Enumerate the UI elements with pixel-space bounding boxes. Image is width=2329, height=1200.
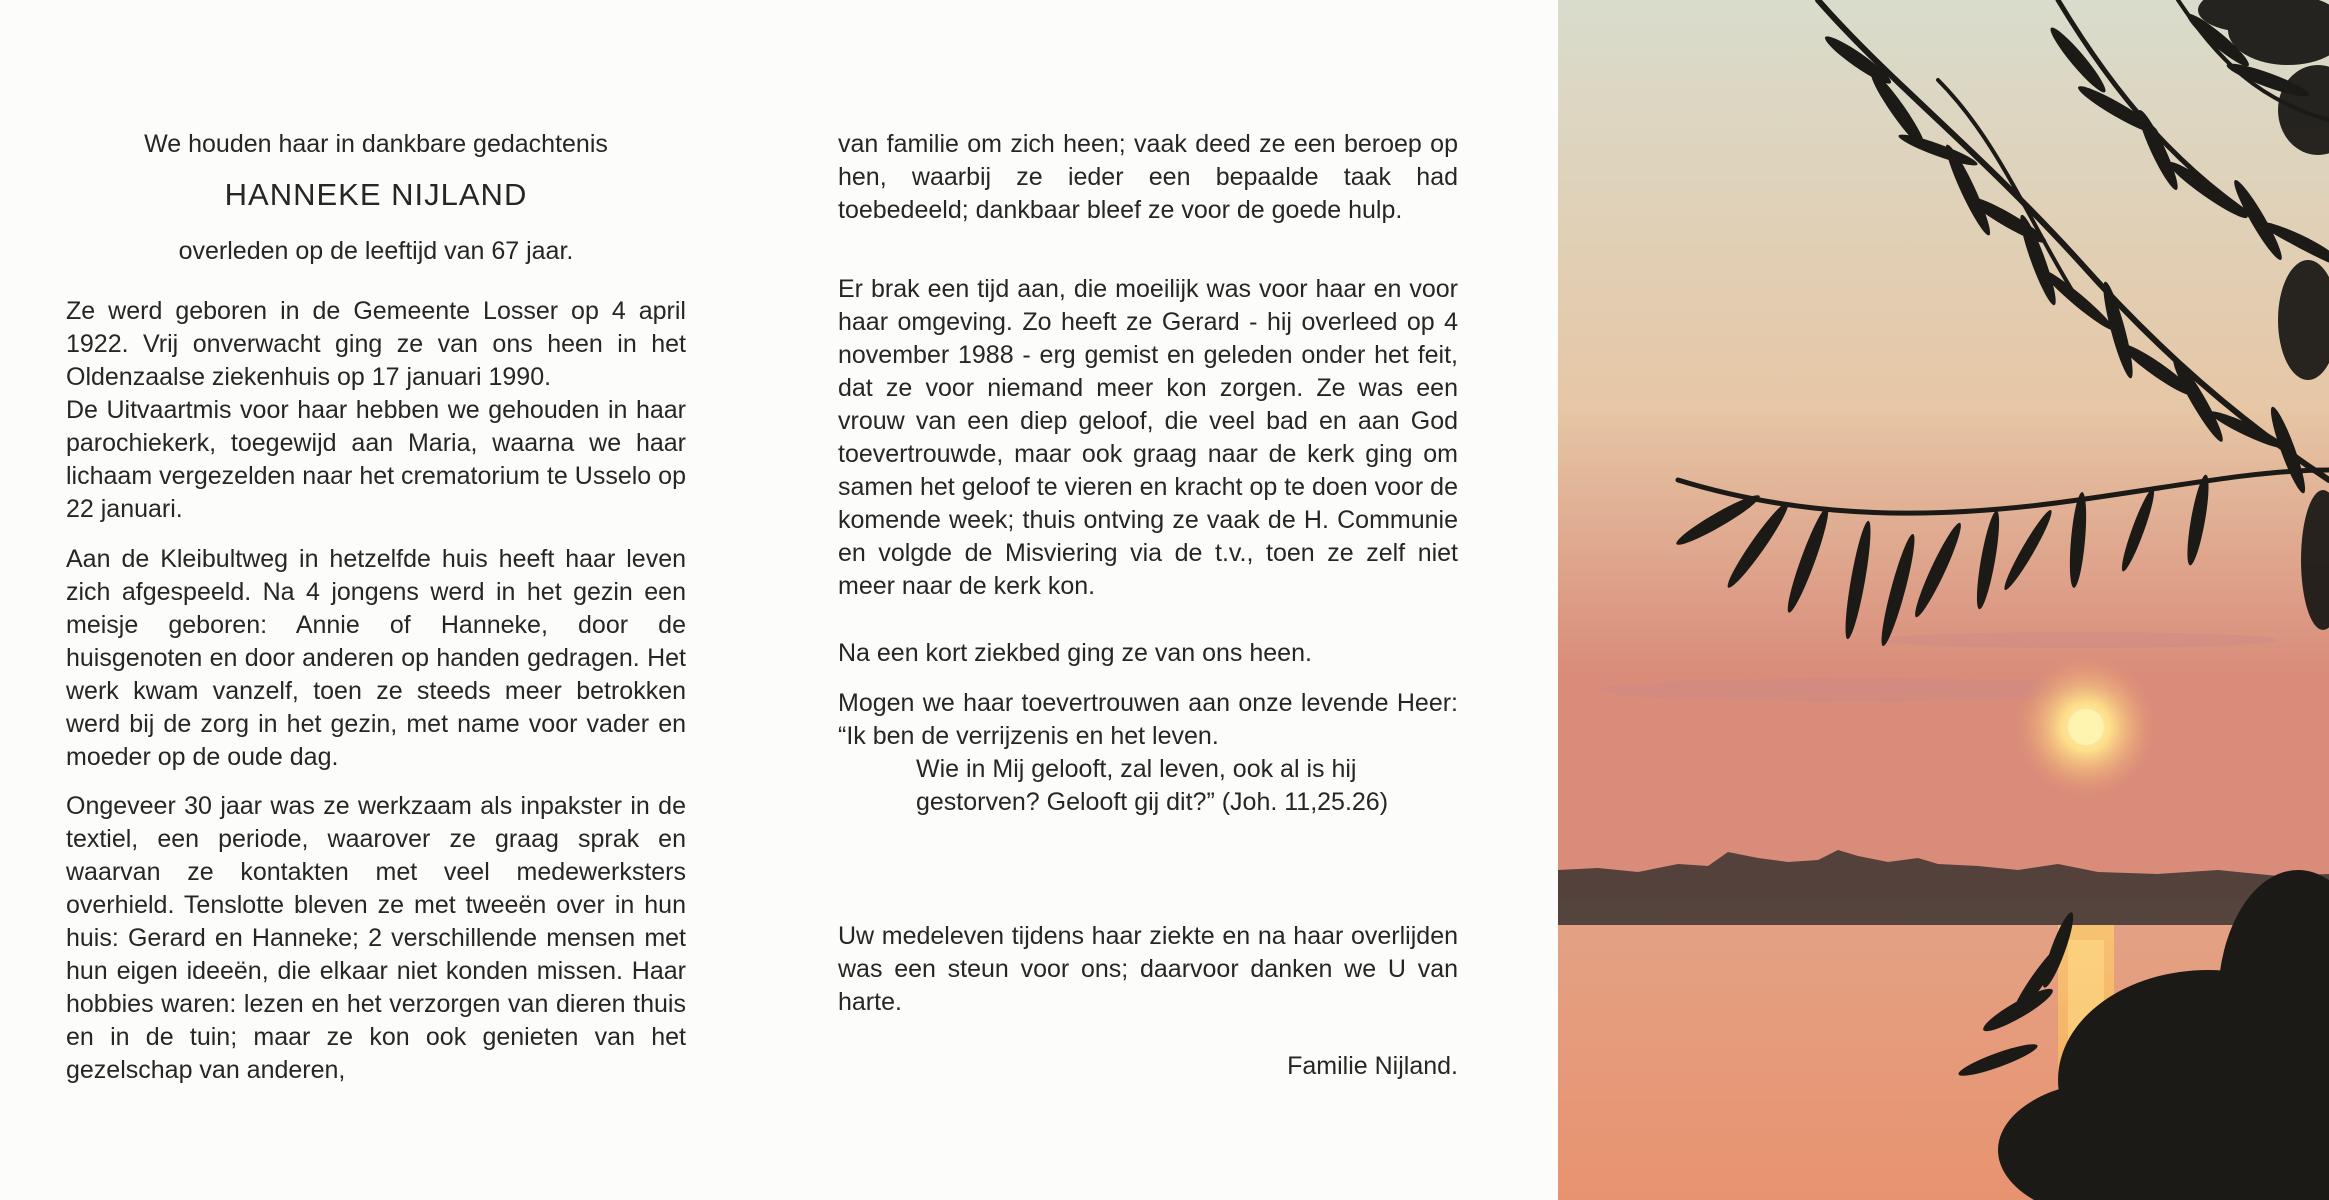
age-line: overleden op de leeftijd van 67 jaar. bbox=[178, 237, 574, 265]
family-signature: Familie Nijland. bbox=[1287, 1052, 1458, 1080]
paragraph-family-life: Aan de Kleibultweg in hetzelfde huis heeft haar leven zich afgespeeld. Na 4 jongens werd in het gezin een meisje geboren: Annie of Hanneke, door de huisgenoten en door anderen op handen gedragen. Het werk kwam vanzelf, toen ze steeds meer betrokken werd bij de zorg in het gezin, met name voor vader en moeder op de oude dag. bbox=[66, 545, 686, 771]
paragraph-family-help: van familie om zich heen; vaak deed ze een beroep op hen, waarbij ze ieder een bepaalde taak had toebedeeld; dankbaar bleef ze voor de goede hulp. bbox=[838, 130, 1458, 224]
prayer-quote-line-1: Wie in Mij gelooft, zal leven, ook al is hij bbox=[916, 755, 1357, 783]
sky bbox=[1558, 0, 2329, 900]
paragraph-birth: Ze werd geboren in de Gemeente Losser op 4 april 1922. Vrij onverwacht ging ze van ons heen in het Oldenzaalse ziekenhuis op 17 januari 1990. bbox=[66, 297, 686, 391]
thanks-paragraph: Uw medeleven tijdens haar ziekte en na haar overlijden was een steun voor ons; daarvoor danken we U van harte. bbox=[838, 922, 1458, 1016]
paragraph-illness: Na een kort ziekbed ging ze van ons heen. bbox=[838, 639, 1312, 667]
paragraph-faith: Er brak een tijd aan, die moeilijk was voor haar en voor haar omgeving. Zo heeft ze Gerard - hij overleed op 4 november 1988 - erg gemist en geleden onder het feit, dat ze voor niemand meer kon zorgen. Ze was een vrouw van een diep geloof, die veel bad en aan God toevertrouwde, maar ook graag naar de kerk ging om samen het geloof te vieren en kracht op te doen voor de komende week; thuis ontving ze vaak de H. Communie en volgde de Misviering via de t.v., toen ze zelf niet meer naar de kerk kon. bbox=[838, 275, 1458, 600]
deceased-name: HANNEKE NIJLAND bbox=[224, 177, 528, 212]
memorial-intro: We houden haar in dankbare gedachtenis bbox=[144, 130, 608, 158]
paragraph-funeral: De Uitvaartmis voor haar hebben we gehouden in haar parochiekerk, toegewijd aan Maria, waarna we haar lichaam vergezelden naar het crematorium te Usselo op 22 januari. bbox=[66, 396, 686, 523]
sunset-illustration bbox=[1558, 0, 2329, 1200]
prayer-quote-line-2: gestorven? Gelooft gij dit?” (Joh. 11,25.26) bbox=[916, 788, 1389, 816]
sun bbox=[2068, 709, 2104, 745]
sunset-photo bbox=[1558, 0, 2329, 1200]
prayer-intro: Mogen we haar toevertrouwen aan onze levende Heer: “Ik ben de verrijzenis en het leven. bbox=[838, 689, 1458, 750]
paragraph-work-hobbies: Ongeveer 30 jaar was ze werkzaam als inpakster in de textiel, een periode, waarover ze graag sprak en waarvan ze kontakten met veel medewerksters overhield. Tenslotte bleven ze met tweeën over in hun huis: Gerard en Hanneke; 2 verschillende mensen met hun eigen ideeën, die elkaar niet konden missen. Haar hobbies waren: lezen en het verzorgen van dieren thuis en in de tuin; maar ze kon ook genieten van het gezelschap van anderen, bbox=[66, 792, 686, 1084]
